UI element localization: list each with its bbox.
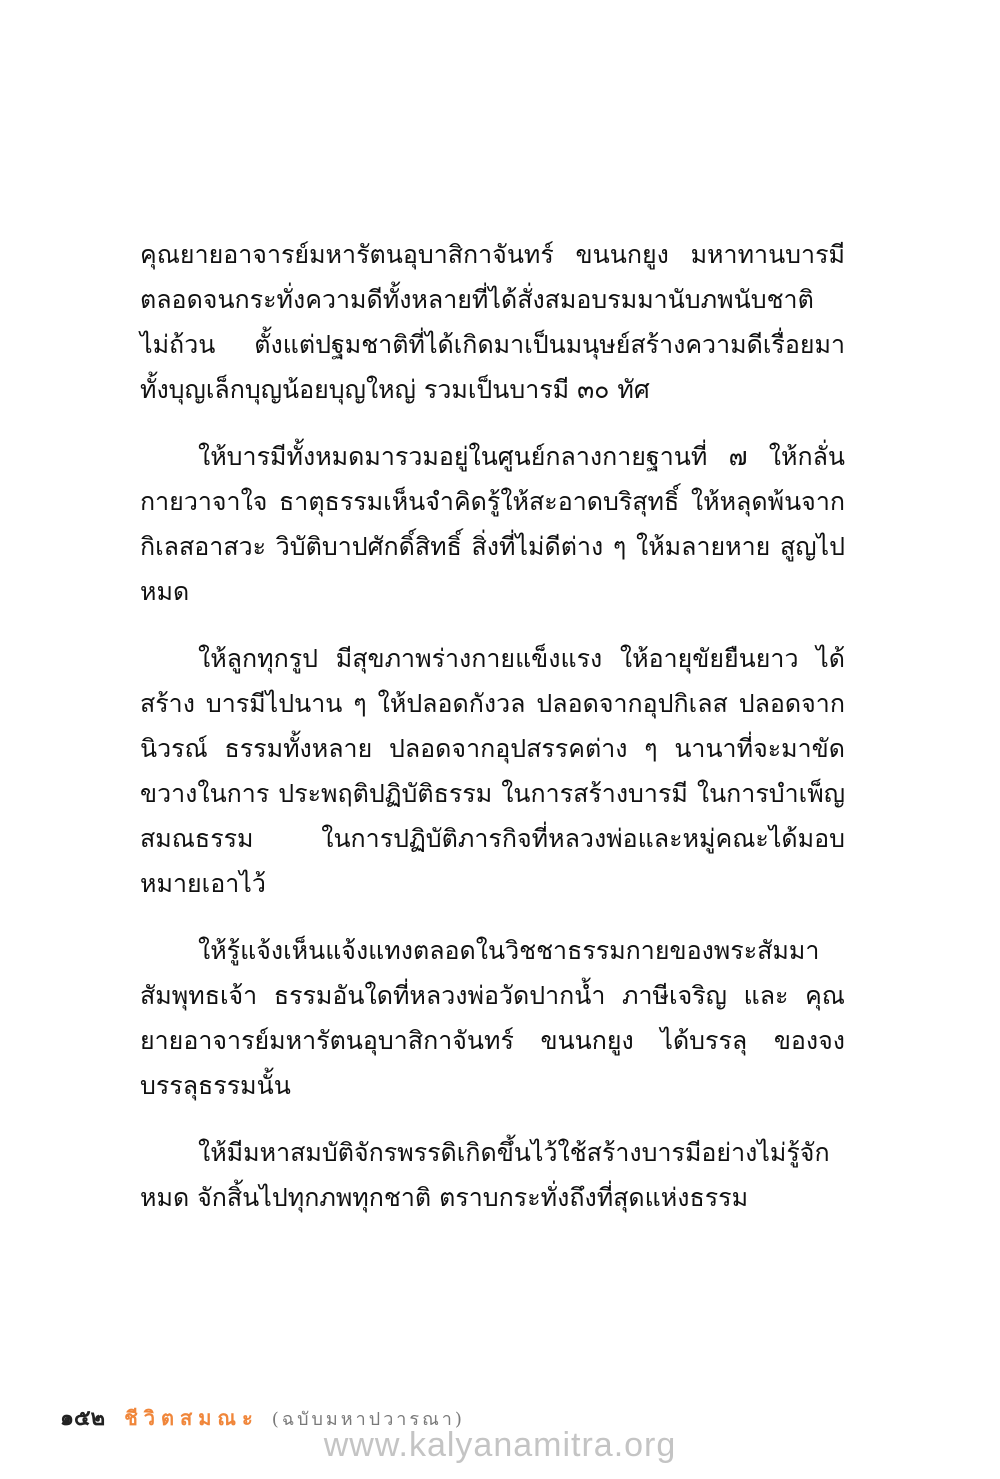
page-number: ๑๕๒ xyxy=(60,1405,106,1431)
body-text xyxy=(140,232,845,1242)
paragraph-5: ให้มีมหาสมบัติจักรพรรดิเกิดขึ้นไว้ใช้สร้างบารมีอย่างไม่รู้จักหมด จักสิ้นไปทุกภพทุกชาติ ตราบกระทั่งถึงที่สุดแห่งธรรม xyxy=(140,1138,830,1212)
book-title: ชีวิตสมณะ xyxy=(124,1406,259,1430)
paragraph-4: ให้รู้แจ้งเห็นแจ้งแทงตลอดในวิชชาธรรมกายของพระสัมมา สัมพุทธเจ้า ธรรมอันใดที่หลวงพ่อวัดปากน้ำ ภาษีเจริญ และ คุณยายอาจารย์มหารัตนอุบาสิกาจันทร์ ขนนกยูง ได้บรรลุ ของจง บรรลุธรรมนั้น xyxy=(140,936,845,1100)
paragraph-2: ให้บารมีทั้งหมดมารวมอยู่ในศูนย์กลางกายฐานที่ ๗ ให้กลั่น กายวาจาใจ ธาตุธรรมเห็นจำคิดรู้ให้สะอาดบริสุทธิ์ ให้หลุดพ้นจาก กิเลสอาสวะ วิบัติบาปศักดิ์สิทธิ์ สิ่งที่ไม่ดีต่าง ๆ ให้มลายหาย สูญไปหมด xyxy=(140,442,845,606)
book-subtitle: (ฉบับมหาปวารณา) xyxy=(271,1409,465,1430)
paragraph-1: คุณยายอาจารย์มหารัตนอุบาสิกาจันทร์ ขนนกยูง มหาทานบารมี ตลอดจนกระทั่งความดีทั้งหลายที่ได้สั่งสมอบรมมานับภพนับชาติ ไม่ถ้วน ตั้งแต่ปฐมชาติที่ได้เกิดมาเป็นมนุษย์สร้างความดีเรื่อยมา ทั้งบุญเล็กบุญน้อยบุญใหญ่ รวมเป็นบารมี ๓๐ ทัศ xyxy=(140,240,845,404)
paragraph-3: ให้ลูกทุกรูป มีสุขภาพร่างกายแข็งแรง ให้อายุขัยยืนยาว ได้สร้าง บารมีไปนาน ๆ ให้ปลอดกังวล ปลอดจากอุปกิเลส ปลอดจากนิวรณ์ ธรรมทั้งหลาย ปลอดจากอุปสรรคต่าง ๆ นานาที่จะมาขัดขวางในการ ประพฤติปฏิบัติธรรม ในการสร้างบารมี ในการบำเพ็ญสมณธรรม ในการปฏิบัติภารกิจที่หลวงพ่อและหมู่คณะได้มอบหมายเอาไว้ xyxy=(140,644,845,898)
watermark-url: www.kalyanamitra.org xyxy=(323,1426,677,1464)
